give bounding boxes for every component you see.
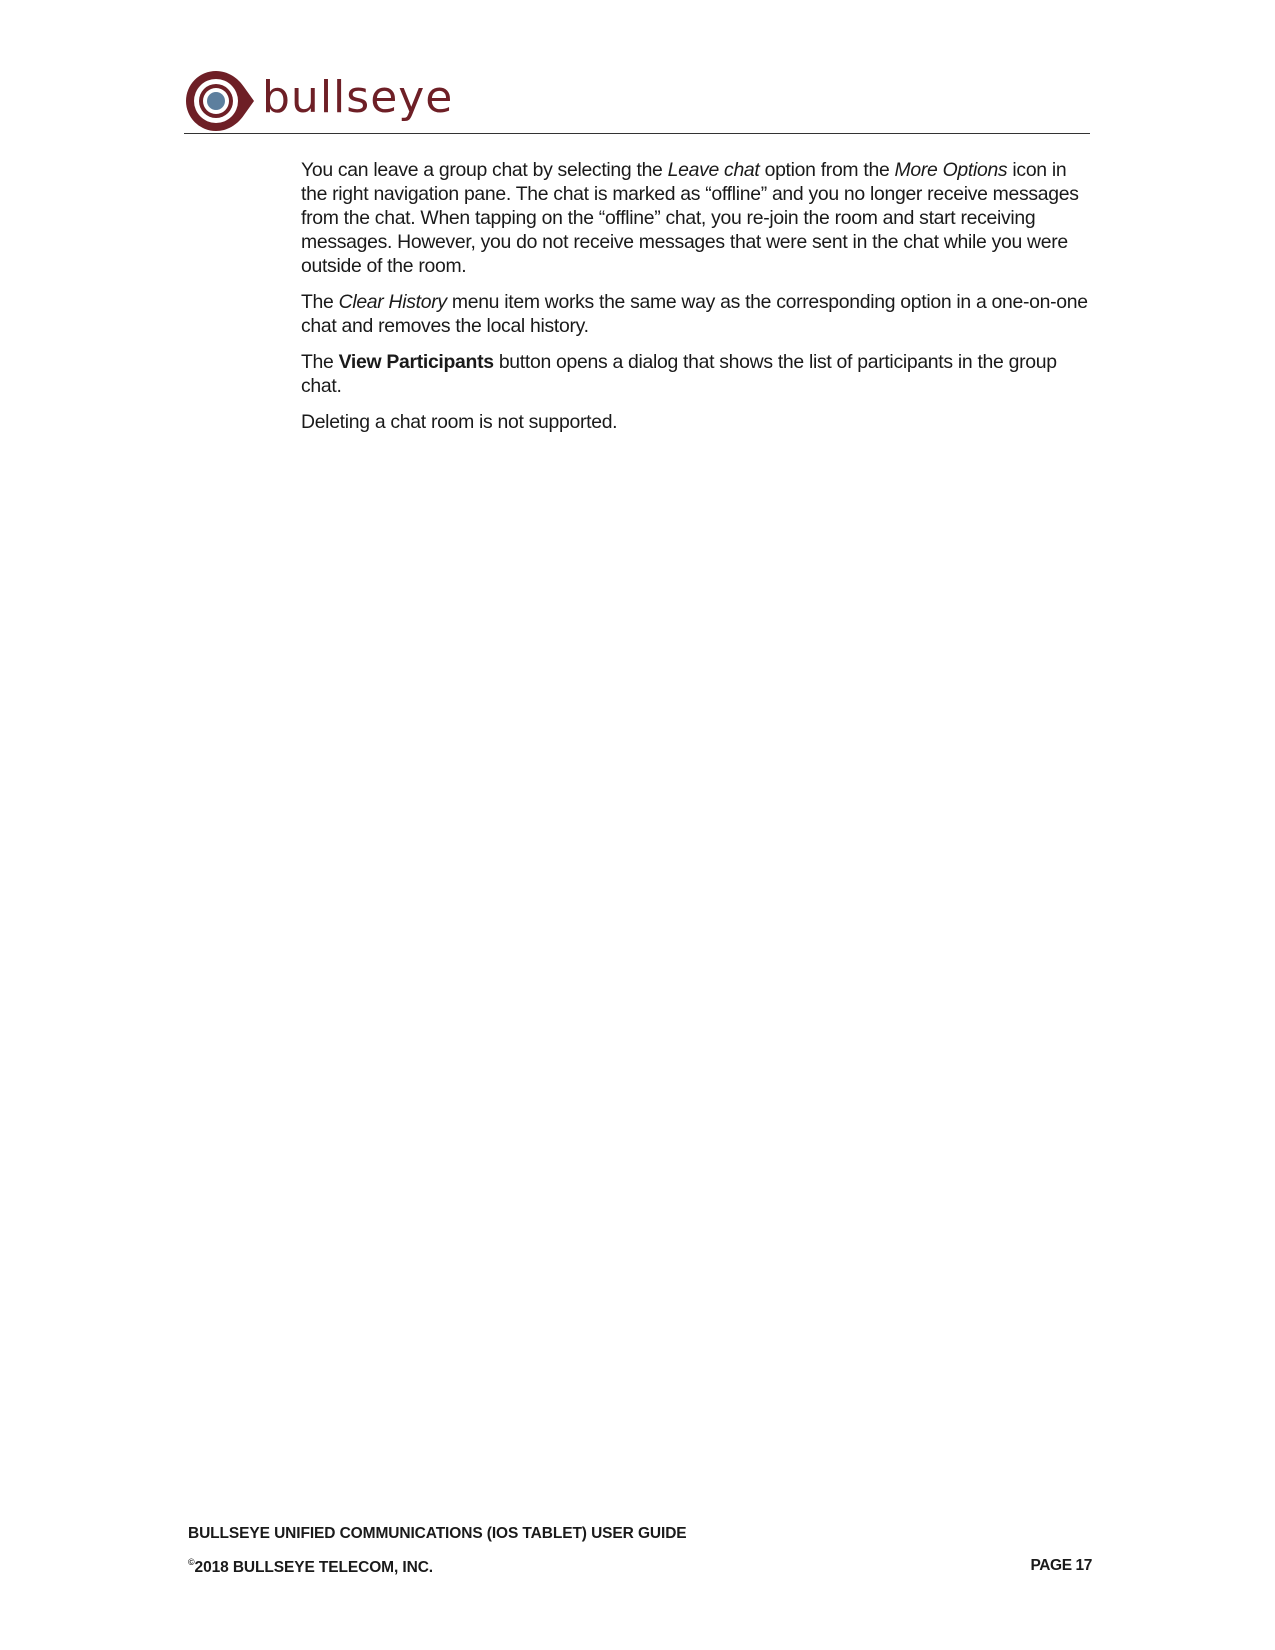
page-header	[184, 68, 1090, 134]
term-more-options: More Options	[894, 159, 1008, 181]
term-clear-history: Clear History	[338, 291, 447, 313]
term-view-participants: View Participants	[338, 351, 494, 373]
paragraph-clear-history: The Clear History menu item works the same way as the corresponding option in a one-on-one chat and removes the local history.	[301, 291, 1088, 337]
copyright-symbol: ©	[188, 1557, 195, 1567]
footer-copyright: ©2018 BULLSEYE TELECOM, INC.	[188, 1557, 434, 1576]
brand-wordmark: bullseye	[262, 72, 454, 123]
term-leave-chat: Leave chat	[667, 159, 760, 181]
page-number: PAGE 17	[1030, 1557, 1092, 1574]
bullseye-logo-icon	[184, 69, 256, 133]
paragraph-leave-chat: You can leave a group chat by selecting the Leave chat option from the More Options icon in the right navigation pane. The chat is marked as “offline” and you no longer receive messages from the chat. When tapping on the “offline” chat, you re-join the room and start receiving messages. However, you do not receive messages that were sent in the chat while you were outside of the room.	[301, 159, 1079, 277]
footer-guide-title: BULLSEYE UNIFIED COMMUNICATIONS (IOS TABLET) USER GUIDE	[188, 1525, 687, 1542]
header-divider	[184, 133, 1090, 134]
document-body	[301, 158, 1091, 446]
paragraph-view-participants: The View Participants button opens a dialog that shows the list of participants in the group chat.	[301, 351, 1057, 397]
paragraph-delete-room: Deleting a chat room is not supported.	[301, 411, 618, 433]
brand-logo	[184, 68, 453, 134]
